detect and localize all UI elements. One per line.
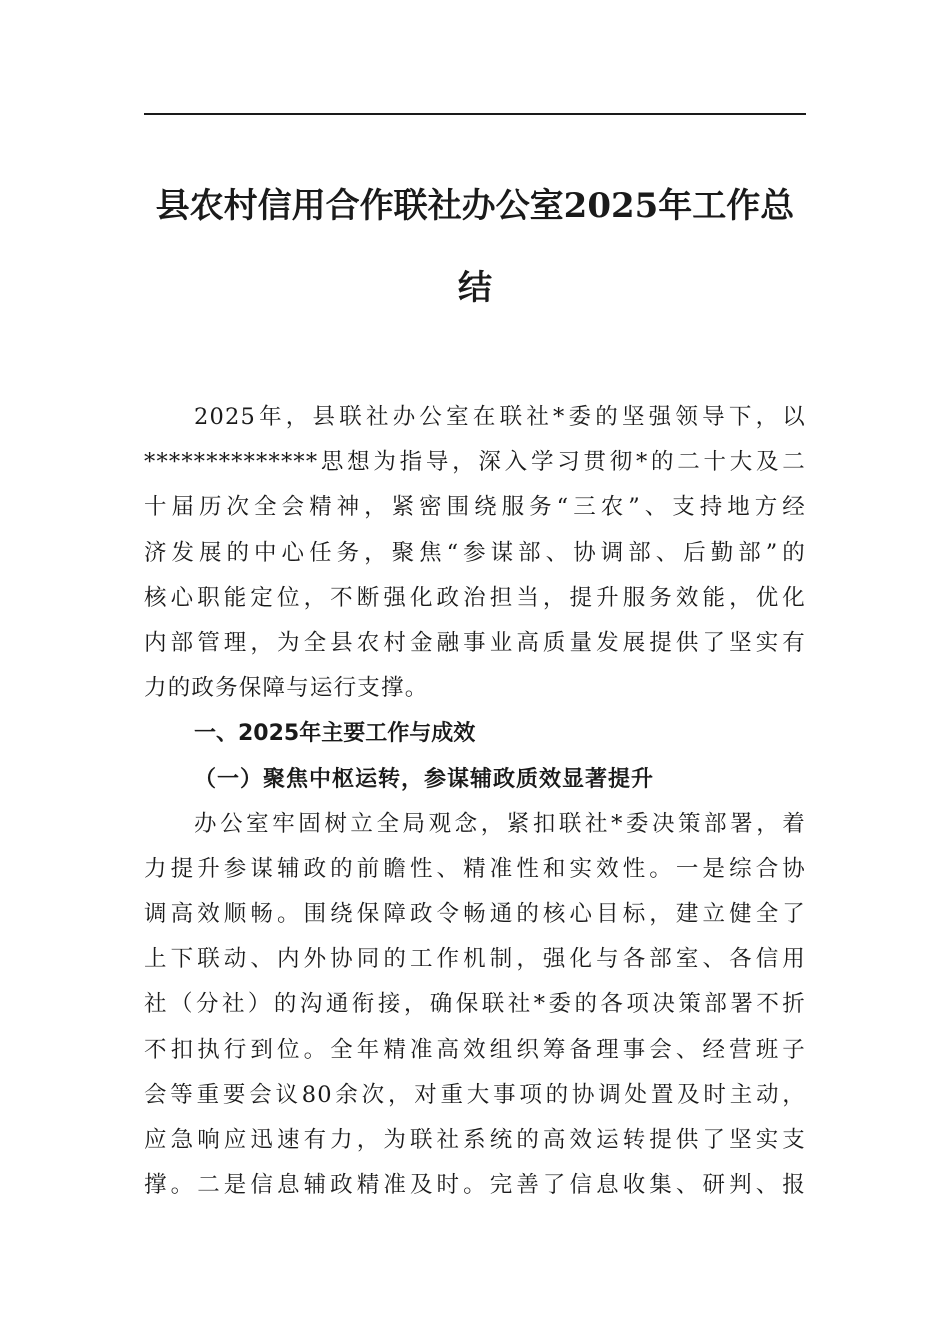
paragraph-line: 应急响应迅速有力，为联社系统的高效运转提供了坚实支: [144, 1127, 806, 1153]
paragraph-line: 济发展的中心任务，聚焦“参谋部、协调部、后勤部”的: [144, 539, 806, 566]
title-line-2: 结: [458, 268, 492, 308]
paragraph-line: 办公室牢固树立全局观念，紧扣联社*委决策部署，着: [194, 810, 806, 837]
intro-paragraph: [144, 395, 806, 711]
paragraph-line: 内部管理，为全县农村金融事业高质量发展提供了坚实有: [144, 629, 806, 656]
paragraph-line: 十届历次全会精神，紧密围绕服务“三农”、支持地方经: [144, 494, 806, 521]
paragraph-line: 撑。二是信息辅政精准及时。完善了信息收集、研判、报: [144, 1172, 806, 1199]
document-title: [144, 165, 806, 329]
paragraph-line: **************思想为指导，深入学习贯彻*的二十大及二: [144, 449, 806, 476]
paragraph-line: 社（分社）的沟通衔接，确保联社*委的各项决策部署不折: [144, 991, 806, 1018]
title-line-1: 县农村信用合作联社办公室2025年工作总: [155, 186, 795, 226]
paragraph-line: 上下联动、内外协同的工作机制，强化与各部室、各信用: [144, 946, 806, 973]
document-body: [144, 395, 806, 1208]
subsection-paragraph: [144, 802, 806, 1209]
paragraph-line: 力提升参谋辅政的前瞻性、精准性和实效性。一是综合协: [144, 855, 806, 882]
paragraph-line: 力的政务保障与运行支撑。: [144, 675, 429, 702]
paragraph-line: 2025年，县联社办公室在联社*委的坚强领导下，以: [194, 404, 806, 430]
paragraph-line: 会等重要会议80余次，对重大事项的协调处置及时主动，: [144, 1081, 806, 1108]
subsection-heading-1: （一）聚焦中枢运转，参谋辅政质效显著提升: [194, 765, 655, 792]
paragraph-line: 核心职能定位，不断强化政治担当，提升服务效能，优化: [144, 584, 806, 611]
paragraph-line: 调高效顺畅。围绕保障政令畅通的核心目标，建立健全了: [144, 901, 806, 928]
section-heading-1: 一、2025年主要工作与成效: [194, 721, 476, 747]
paragraph-line: 不扣执行到位。全年精准高效组织筹备理事会、经营班子: [144, 1036, 806, 1063]
top-horizontal-rule: [144, 113, 806, 115]
